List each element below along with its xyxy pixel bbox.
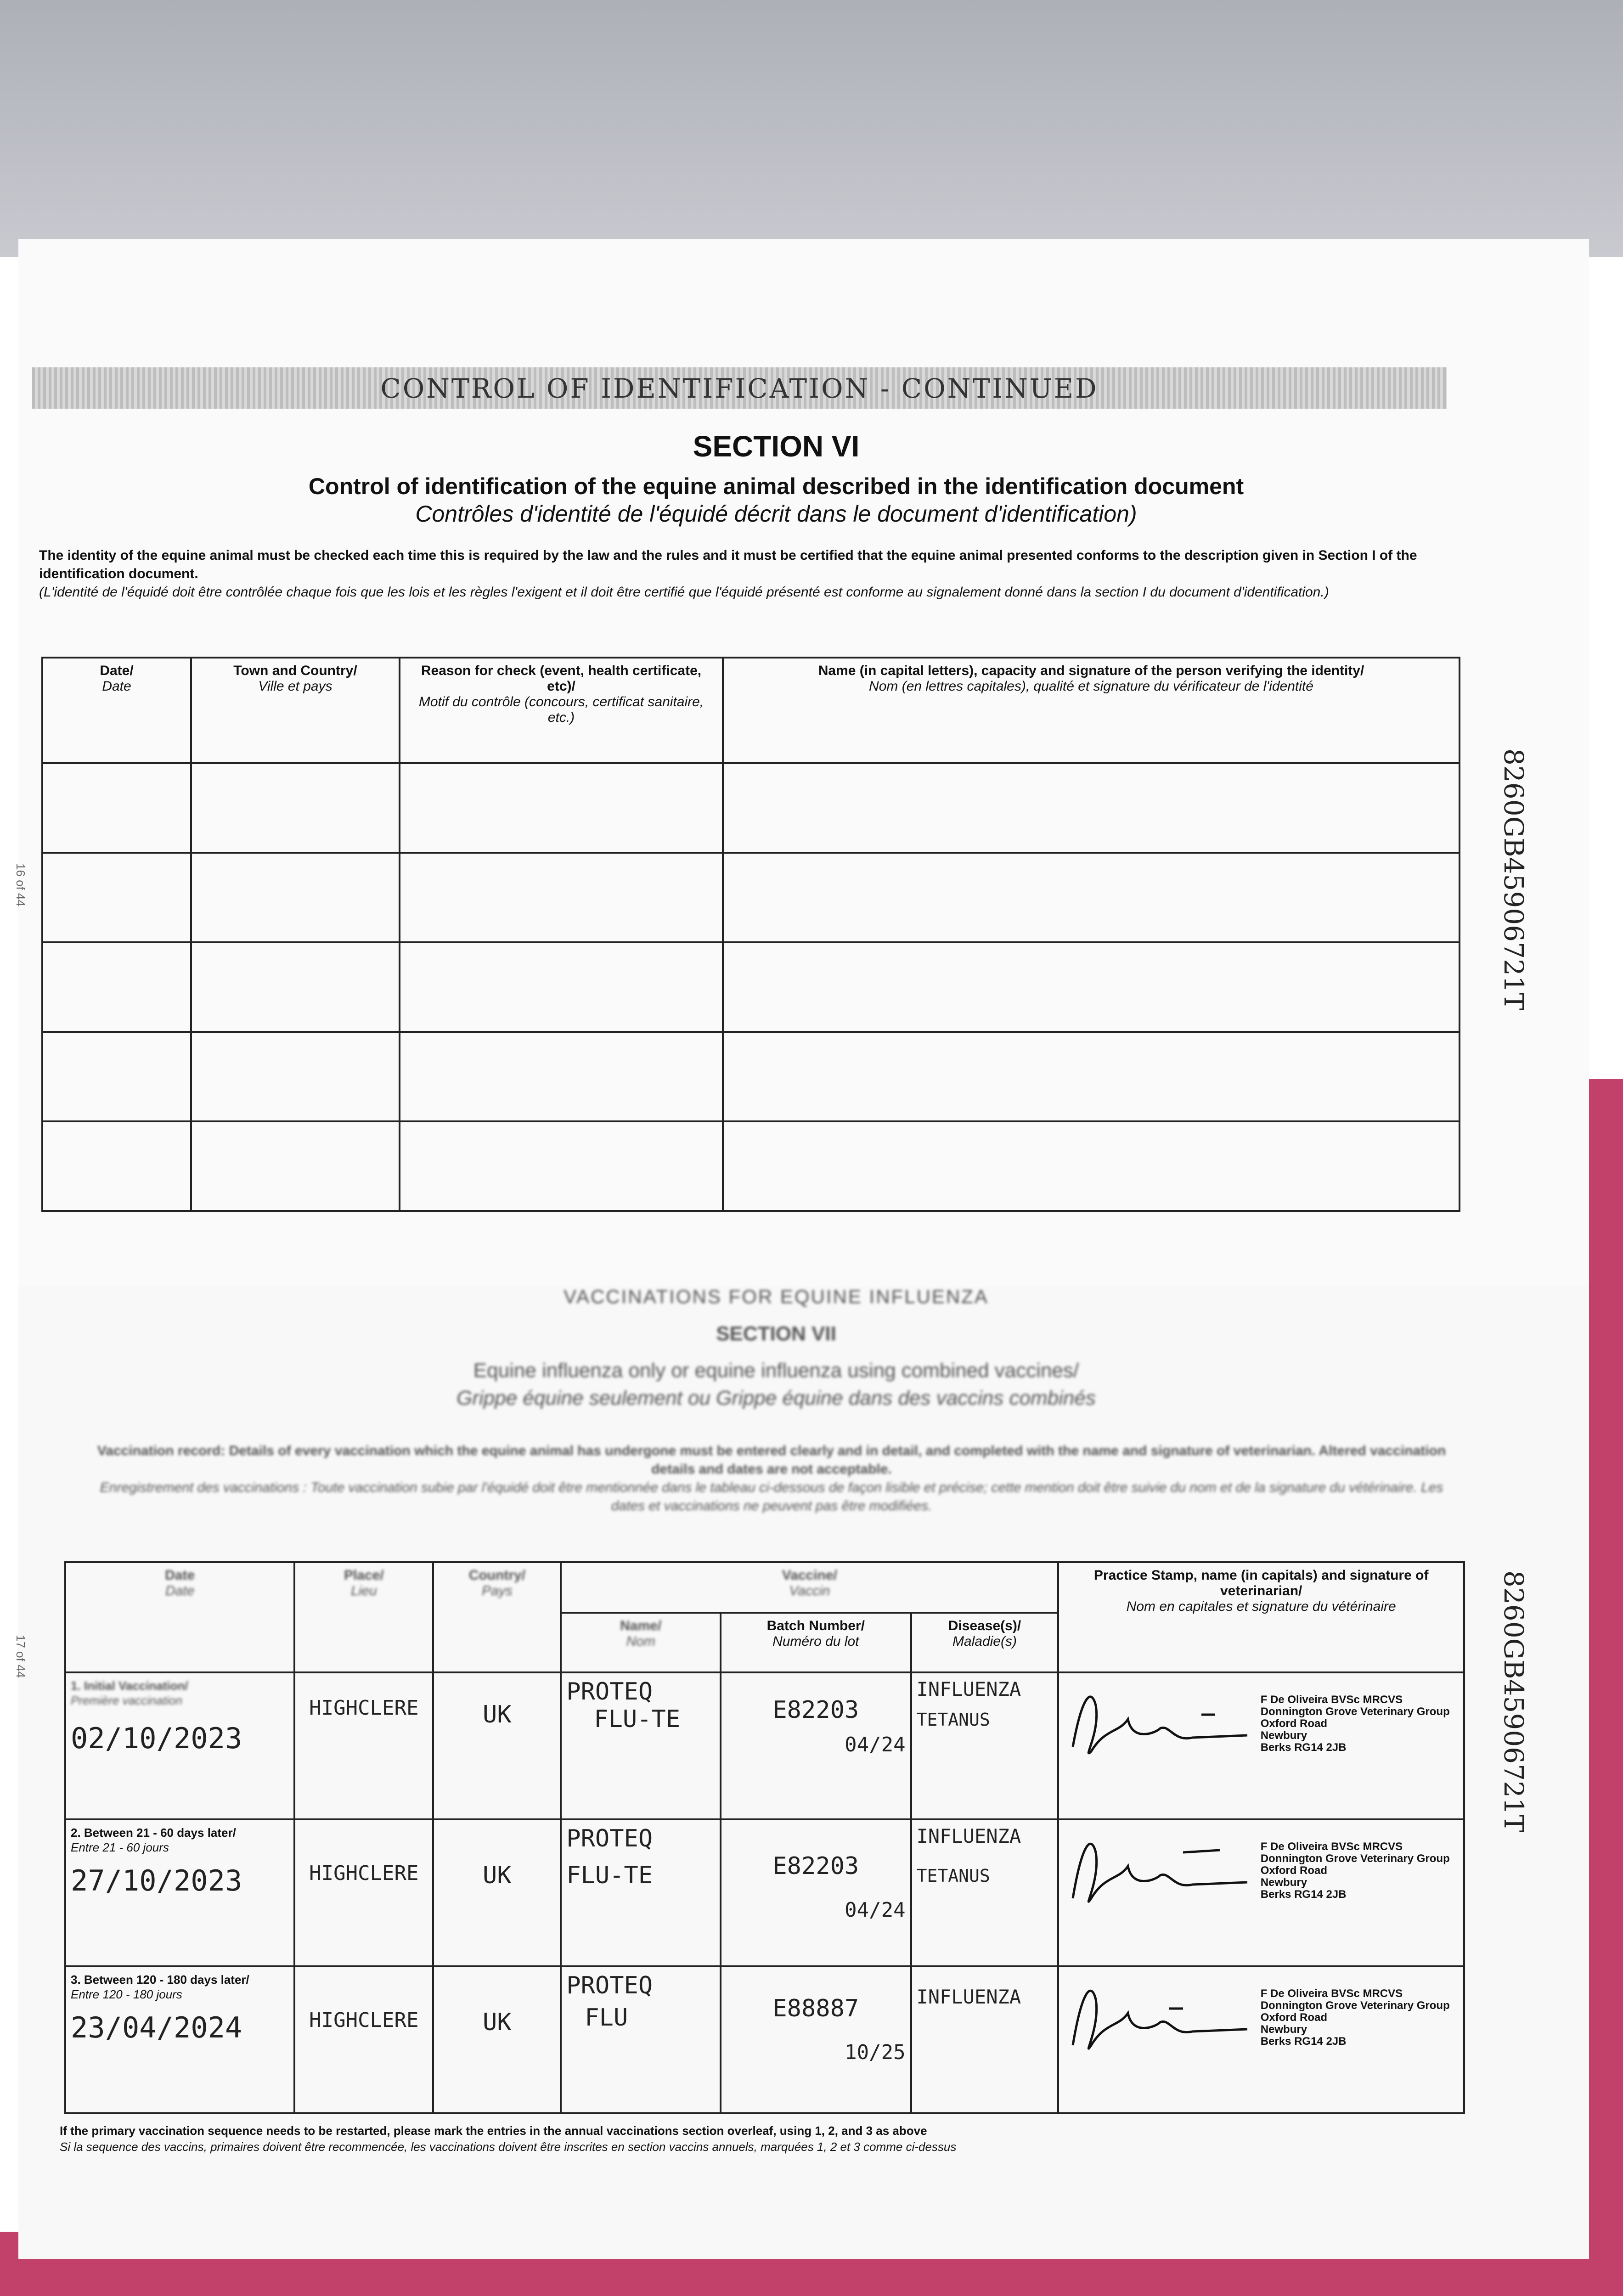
col-name: Name/ Nom (561, 1613, 721, 1672)
batch-number: E82203 (772, 1696, 859, 1724)
col-stamp: Practice Stamp, name (in capitals) and signature of veterinarian/ Nom en capitales et signature du vétérinaire (1058, 1562, 1464, 1672)
vet-stamp-cell (1058, 1966, 1464, 2113)
row-date-cell: 1. Initial Vaccination/ Première vaccination 02/10/2023 (65, 1672, 294, 1819)
table-row (42, 853, 1460, 942)
page-number: 16 of 44 (14, 863, 28, 906)
vet-stamp: F De Oliveira BVSc MRCVS Donnington Grove Veterinary Group Oxford Road Newbury Berks RG14 2JB (1260, 1694, 1450, 1754)
vaccine-name-2: FLU-TE (566, 1862, 653, 1889)
vaccine-name: PROTEQ (566, 1972, 653, 1999)
table-row (42, 1121, 1460, 1211)
batch-number: E82203 (772, 1852, 859, 1880)
col-batch: Batch Number/ Numéro du lot (721, 1613, 911, 1672)
intro-vii-en: Vaccination record: Details of every vaccination which the equine animal has undergone must be entered clearly and in detail, and completed with the name and signature of veterinarian. Altered vaccination details and dates are not acceptable. (97, 1443, 1446, 1477)
section-heading: SECTION VI (693, 430, 860, 463)
vaccination-date: 27/10/2023 (71, 1864, 242, 1897)
expiry: 10/25 (845, 2041, 906, 2064)
page-number-vii: 17 of 44 (14, 1635, 28, 1678)
vet-stamp-cell (1058, 1819, 1464, 1966)
disease: INFLUENZA (916, 1986, 1021, 2008)
intro-text (39, 546, 1440, 602)
place: HIGHCLERE (309, 2009, 419, 2032)
vaccine-name: PROTEQ (566, 1678, 653, 1705)
vet-stamp: F De Oliveira BVSc MRCVS Donnington Grove Veterinary Group Oxford Road Newbury Berks RG14 2JB (1260, 1840, 1450, 1901)
col-country: Country/ Pays (433, 1562, 561, 1672)
table-row (65, 1966, 1464, 2113)
vaccination-table (64, 1561, 1465, 2114)
banner-title-vii: VACCINATIONS FOR EQUINE INFLUENZA (564, 1286, 989, 1307)
passport-number-side: 8260GB45906721T (1498, 748, 1529, 1011)
col-vaccine: Vaccine/ Vaccin (561, 1562, 1058, 1613)
intro-vii-fr: Enregistrement des vaccinations : Toute vaccination subie par l'équidé doit être mentionnée dans le tableau ci-dessous de façon lisible et précise; cette mention doit être suivie du nom et de la signature du vétérinaire. Les dates et vaccinations ne peuvent pas être modifiées. (100, 1480, 1443, 1514)
place: HIGHCLERE (309, 1862, 419, 1885)
vaccine-name-2: FLU-TE (594, 1705, 681, 1733)
col-town-country: Town and Country/ Ville et pays (191, 658, 400, 763)
expiry: 04/24 (845, 1733, 906, 1756)
row-date-cell: 2. Between 21 - 60 days later/ Entre 21 - 60 jours 27/10/2023 (65, 1819, 294, 1966)
section-title-vii-fr: Grippe équine seulement ou Grippe équine dans des vaccins combinés (456, 1387, 1096, 1409)
col-date: Date/ Date (42, 658, 191, 763)
intro-en: The identity of the equine animal must be checked each time this is required by the law and the rules and it must be certified that the equine animal presented conforms to the description given in Section I of the identification document. (39, 548, 1417, 581)
table-row (42, 942, 1460, 1032)
table-row (42, 1032, 1460, 1121)
scan-background (0, 0, 1623, 257)
col-date: Date Date (65, 1562, 294, 1672)
vaccine-name: PROTEQ (566, 1825, 653, 1852)
row-date-cell: 3. Between 120 - 180 days later/ Entre 120 - 180 jours 23/04/2024 (65, 1966, 294, 2113)
batch-number: E88887 (772, 1995, 859, 2022)
table-row (42, 763, 1460, 853)
vet-signature-icon (1064, 1972, 1257, 2064)
country: UK (483, 1701, 512, 1728)
intro-fr: (L'identité de l'équidé doit être contrôlée chaque fois que les lois et les règles l'exigent et il doit être certifié que l'équidé présenté est conforme au signalement donné dans la section I du document d'identification.) (39, 585, 1329, 600)
place: HIGHCLERE (309, 1696, 419, 1720)
vet-stamp: F De Oliveira BVSc MRCVS Donnington Grove Veterinary Group Oxford Road Newbury Berks RG14 2JB (1260, 1987, 1450, 2048)
intro-text-vii (83, 1442, 1460, 1515)
vet-signature-icon (1064, 1825, 1257, 1917)
country: UK (483, 1862, 512, 1889)
table-row (65, 1819, 1464, 1966)
expiry: 04/24 (845, 1898, 906, 1922)
country: UK (483, 2009, 512, 2036)
vet-stamp-cell (1058, 1672, 1464, 1819)
section-heading-vii: SECTION VII (716, 1322, 836, 1345)
col-verifier: Name (in capital letters), capacity and signature of the person verifying the identity/ Nom (en lettres capitales), qualité et signature du vérificateur de l'identité (723, 658, 1460, 763)
col-disease: Disease(s)/ Maladie(s) (911, 1613, 1059, 1672)
footnote-en: If the primary vaccination sequence needs to be restarted, please mark the entries in the annual vaccinations section overleaf, using 1, 2, and 3 as above (60, 2124, 927, 2138)
col-place: Place/ Lieu (294, 1562, 433, 1672)
vaccine-name-2: FLU (585, 2004, 628, 2032)
vaccination-date: 02/10/2023 (71, 1722, 242, 1755)
section-title-fr: Contrôles d'identité de l'équidé décrit dans le document d'identification) (415, 501, 1137, 527)
vaccination-date: 23/04/2024 (71, 2011, 242, 2044)
section-title: Control of identification of the equine animal described in the identification document (308, 473, 1244, 499)
table-row (65, 1672, 1464, 1819)
banner-title: CONTROL OF IDENTIFICATION - CONTINUED (380, 373, 1099, 404)
section-title-vii: Equine influenza only or equine influenza using combined vaccines/ (473, 1359, 1079, 1382)
identity-check-table (41, 657, 1460, 1212)
footnote-fr: Si la sequence des vaccins, primaires doivent être recommencée, les vaccinations doivent être inscrites en section vaccins annuels, marquées 1, 2 et 3 comme ci-dessus (60, 2140, 957, 2154)
col-reason: Reason for check (event, health certificate, etc)/ Motif du contrôle (concours, certificat sanitaire, etc.) (400, 658, 723, 763)
disease: INFLUENZA (916, 1678, 1021, 1700)
disease: INFLUENZA (916, 1825, 1021, 1847)
passport-number-side-vii: 8260GB45906721T (1498, 1570, 1529, 1833)
vet-signature-icon (1064, 1678, 1257, 1770)
disease-2: TETANUS (916, 1866, 990, 1886)
disease-2: TETANUS (916, 1710, 990, 1730)
